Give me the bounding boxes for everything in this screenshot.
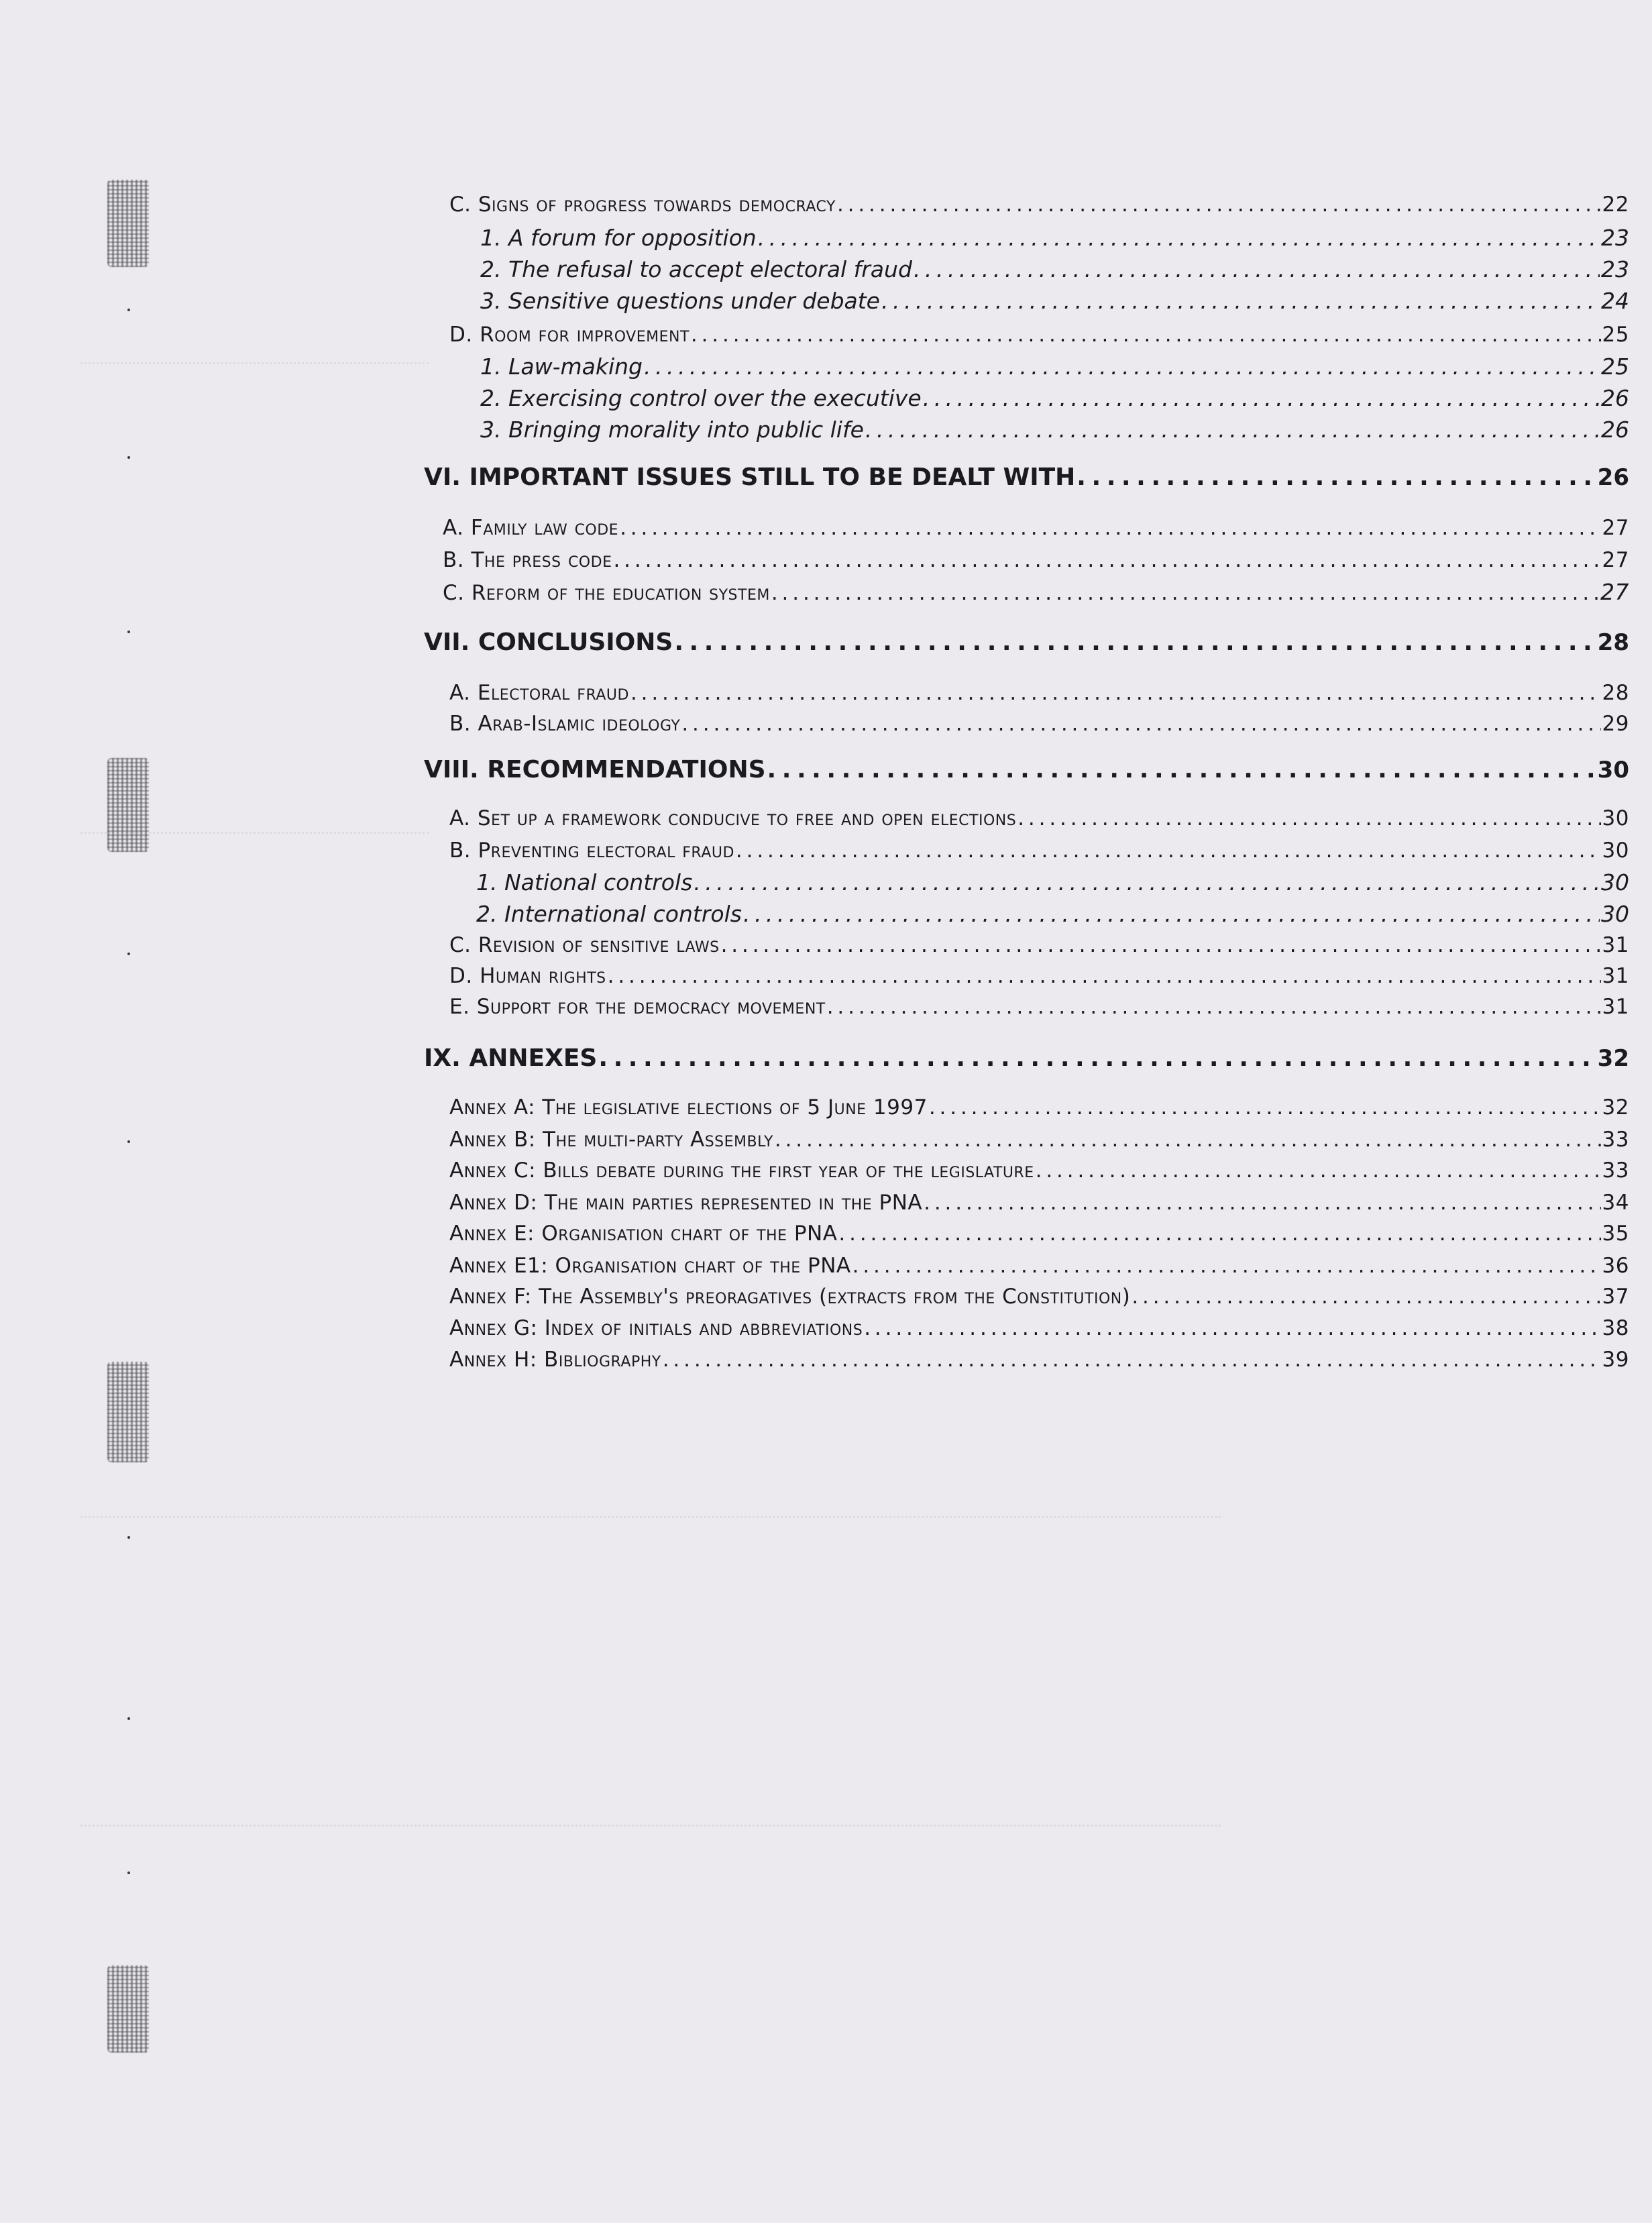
toc-entry[interactable] [449, 714, 1629, 735]
toc-entry[interactable] [449, 325, 1629, 345]
toc-leader-dots [923, 387, 1600, 409]
scan-speck [127, 309, 130, 311]
toc-entry[interactable] [449, 1287, 1629, 1307]
toc-page-number: 26 [1601, 385, 1629, 411]
toc-entry[interactable] [443, 550, 1629, 571]
toc-page-number: 27 [1602, 516, 1629, 540]
toc-entry-label: E. Support for the democracy movement [449, 995, 826, 1019]
toc-page-number: 37 [1602, 1285, 1629, 1309]
toc-entry[interactable] [449, 838, 1629, 863]
toc-entry[interactable] [449, 935, 1629, 956]
toc-entry-label: 1. National controls [476, 869, 693, 896]
toc-entry-label: C. Reform of the education system [443, 581, 770, 605]
toc-entry[interactable] [476, 869, 1629, 896]
toc-entry-label: B. Preventing electoral fraud [449, 838, 734, 863]
toc-entry-label: A. Set up a framework conducive to free and open elections [449, 806, 1017, 830]
scan-speck [127, 1536, 130, 1539]
toc-page-number: 38 [1602, 1316, 1629, 1340]
toc-entry[interactable] [443, 581, 1629, 604]
toc-entry-label: A. Electoral fraud [449, 681, 629, 705]
toc-leader-dots [736, 841, 1601, 861]
toc-page-number: 25 [1602, 323, 1629, 347]
toc-leader-dots [881, 290, 1600, 312]
toc-leader-dots [691, 325, 1601, 345]
toc-page-number: 31 [1602, 964, 1629, 988]
toc-entry[interactable] [480, 290, 1629, 312]
toc-leader-dots [1017, 808, 1600, 829]
toc-entry-label: 3. Sensitive questions under debate [480, 288, 880, 314]
toc-entry[interactable] [449, 1193, 1629, 1213]
toc-page-number: 27 [1600, 579, 1629, 605]
toc-page-number: 31 [1602, 995, 1629, 1019]
toc-page-number: 26 [1597, 464, 1629, 491]
toc-entry[interactable] [449, 1130, 1629, 1150]
toc-section-heading[interactable] [424, 631, 1629, 655]
toc-entry[interactable] [449, 683, 1629, 704]
toc-page-number: 31 [1602, 933, 1629, 957]
toc-leader-dots [694, 871, 1600, 893]
toc-leader-dots [630, 683, 1601, 704]
toc-leader-dots [864, 1318, 1600, 1339]
toc-page-number: 30 [1597, 757, 1629, 783]
toc-entry-label: C. Signs of progress towards democracy [449, 193, 836, 217]
toc-leader-dots [1036, 1160, 1601, 1181]
toc-page-number: 30 [1601, 901, 1629, 927]
toc-page-number: 22 [1602, 193, 1629, 217]
toc-entry-label: 2. The refusal to accept electoral fraud [480, 256, 912, 282]
scan-speck [127, 631, 130, 633]
toc-entry[interactable] [449, 1318, 1629, 1339]
toc-entry-label: IX. ANNEXES [424, 1044, 598, 1072]
toc-entry[interactable] [480, 258, 1629, 280]
toc-entry[interactable] [480, 356, 1629, 378]
toc-leader-dots [852, 1256, 1601, 1277]
toc-page-number: 32 [1602, 1095, 1629, 1120]
scan-speck [127, 1140, 130, 1143]
toc-entry-label: Annex B: The multi-party Assembly [449, 1128, 773, 1152]
toc-entry[interactable] [449, 966, 1629, 987]
toc-entry-label: Annex E: Organisation chart of the PNA [449, 1222, 838, 1246]
toc-leader-dots [929, 1097, 1601, 1118]
toc-page-number: 24 [1601, 288, 1629, 314]
bleed-through-rule [80, 1516, 1221, 1518]
toc-leader-dots [758, 227, 1600, 249]
toc-entry[interactable] [480, 227, 1629, 249]
toc-entry-label: VIII. RECOMMENDATIONS [424, 756, 766, 783]
toc-entry-label: D. Room for improvement [449, 323, 690, 347]
toc-entry[interactable] [476, 903, 1629, 925]
toc-entry[interactable] [449, 195, 1629, 215]
toc-leader-dots [613, 550, 1600, 571]
toc-leader-dots [681, 714, 1600, 735]
toc-section-heading[interactable] [424, 466, 1629, 490]
toc-page-number: 30 [1602, 838, 1629, 863]
scan-speck [127, 1717, 130, 1720]
binding-hole-mark [107, 1965, 149, 2053]
toc-entry[interactable] [449, 1097, 1629, 1118]
toc-page-number: 29 [1602, 712, 1629, 736]
toc-entry-label: 2. Exercising control over the executive [480, 385, 922, 411]
toc-page-number: 25 [1601, 354, 1629, 380]
toc-leader-dots [767, 758, 1596, 782]
toc-entry-label: 1. Law-making [480, 354, 643, 380]
toc-page-number: 35 [1602, 1222, 1629, 1246]
toc-page-number: 26 [1601, 417, 1629, 443]
toc-entry-label: 1. A forum for opposition [480, 225, 757, 251]
toc-leader-dots [838, 1224, 1600, 1244]
bleed-through-rule [80, 1825, 1221, 1827]
toc-page-number: 23 [1601, 256, 1629, 282]
toc-section-heading[interactable] [424, 1046, 1629, 1071]
toc-entry[interactable] [449, 1160, 1629, 1181]
toc-section-heading[interactable] [424, 758, 1629, 782]
toc-entry-label: VII. CONCLUSIONS [424, 629, 673, 656]
toc-page-number: 39 [1602, 1348, 1629, 1372]
toc-entry[interactable] [449, 808, 1629, 829]
toc-leader-dots [914, 258, 1600, 280]
toc-leader-dots [674, 631, 1596, 655]
toc-leader-dots [743, 903, 1600, 925]
toc-entry-label: A. Family law code [443, 516, 619, 540]
toc-leader-dots [775, 1130, 1601, 1150]
toc-leader-dots [598, 1046, 1596, 1071]
toc-page-number: 34 [1602, 1191, 1629, 1215]
toc-entry[interactable] [449, 1224, 1629, 1244]
toc-leader-dots [771, 583, 1599, 604]
toc-entry-label: C. Revision of sensitive laws [449, 933, 720, 957]
bleed-through-rule [80, 362, 429, 364]
toc-entry-label: D. Human rights [449, 964, 606, 988]
toc-page-number: 28 [1597, 629, 1629, 656]
toc-entry[interactable] [480, 419, 1629, 441]
binding-hole-mark [107, 758, 149, 852]
toc-entry-label: B. The press code [443, 548, 612, 572]
toc-entry-label: Annex H: Bibliography [449, 1348, 661, 1372]
scan-speck [127, 1872, 130, 1874]
toc-page-number: 33 [1602, 1158, 1629, 1183]
toc-leader-dots [924, 1193, 1600, 1213]
toc-entry[interactable] [443, 518, 1629, 539]
toc-page-number: 36 [1602, 1254, 1629, 1278]
toc-page-number: 27 [1602, 548, 1629, 572]
toc-leader-dots [663, 1350, 1601, 1370]
toc-leader-dots [721, 935, 1601, 956]
toc-entry-label: Annex G: Index of initials and abbreviations [449, 1316, 863, 1340]
toc-entry-label: VI. IMPORTANT ISSUES STILL TO BE DEALT WITH [424, 464, 1076, 491]
toc-entry[interactable] [449, 997, 1629, 1018]
toc-leader-dots [865, 419, 1600, 441]
toc-page-number: 32 [1597, 1045, 1629, 1072]
binding-hole-mark [107, 180, 149, 267]
toc-entry-label: B. Arab-Islamic ideology [449, 712, 681, 736]
toc-leader-dots [608, 966, 1601, 987]
toc-entry[interactable] [449, 1256, 1629, 1277]
toc-entry-label: 3. Bringing morality into public life [480, 417, 864, 443]
toc-page-number: 30 [1601, 869, 1629, 896]
toc-leader-dots [837, 195, 1601, 215]
toc-leader-dots [1077, 466, 1596, 490]
toc-page-number: 33 [1602, 1128, 1629, 1152]
toc-leader-dots [1132, 1287, 1600, 1307]
toc-entry-label: Annex D: The main parties represented in the PNA [449, 1191, 923, 1215]
toc-entry-label: Annex A: The legislative elections of 5 June 1997 [449, 1095, 928, 1120]
scan-speck [127, 953, 130, 955]
toc-entry-label: Annex F: The Assembly's preoragatives (extracts from the Constitution) [449, 1285, 1131, 1309]
toc-entry-label: Annex C: Bills debate during the first year of the legislature [449, 1158, 1034, 1183]
toc-entry-label: Annex E1: Organisation chart of the PNA [449, 1254, 851, 1278]
scan-speck [127, 456, 130, 459]
toc-page-number: 23 [1601, 225, 1629, 251]
binding-hole-mark [107, 1362, 149, 1462]
toc-entry-label: 2. International controls [476, 901, 742, 927]
toc-page-number: 28 [1602, 681, 1629, 705]
toc-leader-dots [644, 356, 1600, 378]
toc-page-number: 30 [1602, 806, 1629, 830]
toc-leader-dots [620, 518, 1600, 539]
toc-entry[interactable] [480, 387, 1629, 409]
toc-leader-dots [827, 997, 1601, 1018]
bleed-through-rule [80, 832, 429, 834]
toc-entry[interactable] [449, 1350, 1629, 1370]
